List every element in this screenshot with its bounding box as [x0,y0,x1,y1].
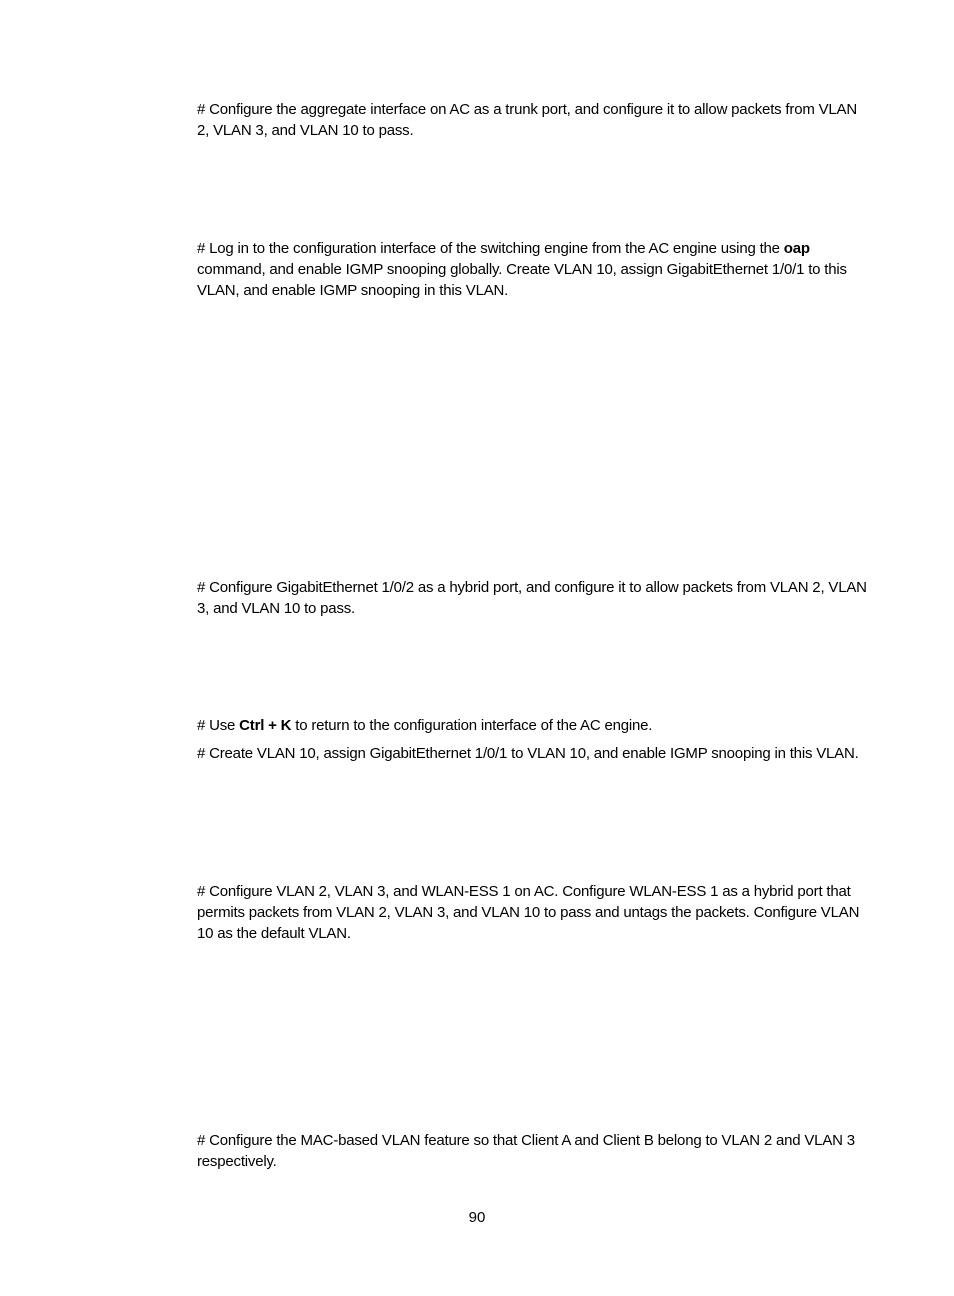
paragraph-create-vlan: # Create VLAN 10, assign GigabitEthernet 1/0/1 to VLAN 10, and enable IGMP snooping in this VLAN. [197,745,859,762]
paragraph-text: command, and enable IGMP snooping globally. Create VLAN 10, assign GigabitEthernet 1/0/1 to this VLAN, and enable IGMP snooping in this VLAN. [197,261,847,299]
paragraph-return-ac [197,715,867,736]
paragraph-trunk-port: # Configure the aggregate interface on AC as a trunk port, and configure it to allow packets from VLAN 2, VLAN 3, and VLAN 10 to pass. [197,101,857,139]
keyboard-shortcut: Ctrl + K [239,717,292,734]
command-keyword: oap [783,240,810,257]
paragraph-wlan-ess: # Configure VLAN 2, VLAN 3, and WLAN-ESS 1 on AC. Configure WLAN-ESS 1 as a hybrid port that permits packets from VLAN 2, VLAN 3, and VLAN 10 to pass and untags the packets. Configure VLAN 10 as the default VLAN. [197,883,860,942]
paragraph-igmp-snooping-switch [197,238,867,301]
paragraph-text: # Log in to the configuration interface of the switching engine from the AC engine using the [197,240,784,257]
page-number: 90 [468,1209,486,1226]
paragraph-text: to return to the configuration interface of the AC engine. [291,717,653,734]
paragraph-hybrid-port: # Configure GigabitEthernet 1/0/2 as a hybrid port, and configure it to allow packets from VLAN 2, VLAN 3, and VLAN 10 to pass. [197,579,867,617]
paragraph-text: # Use [197,717,240,734]
paragraph-mac-vlan: # Configure the MAC-based VLAN feature so that Client A and Client B belong to VLAN 2 and VLAN 3 respectively. [197,1132,855,1170]
